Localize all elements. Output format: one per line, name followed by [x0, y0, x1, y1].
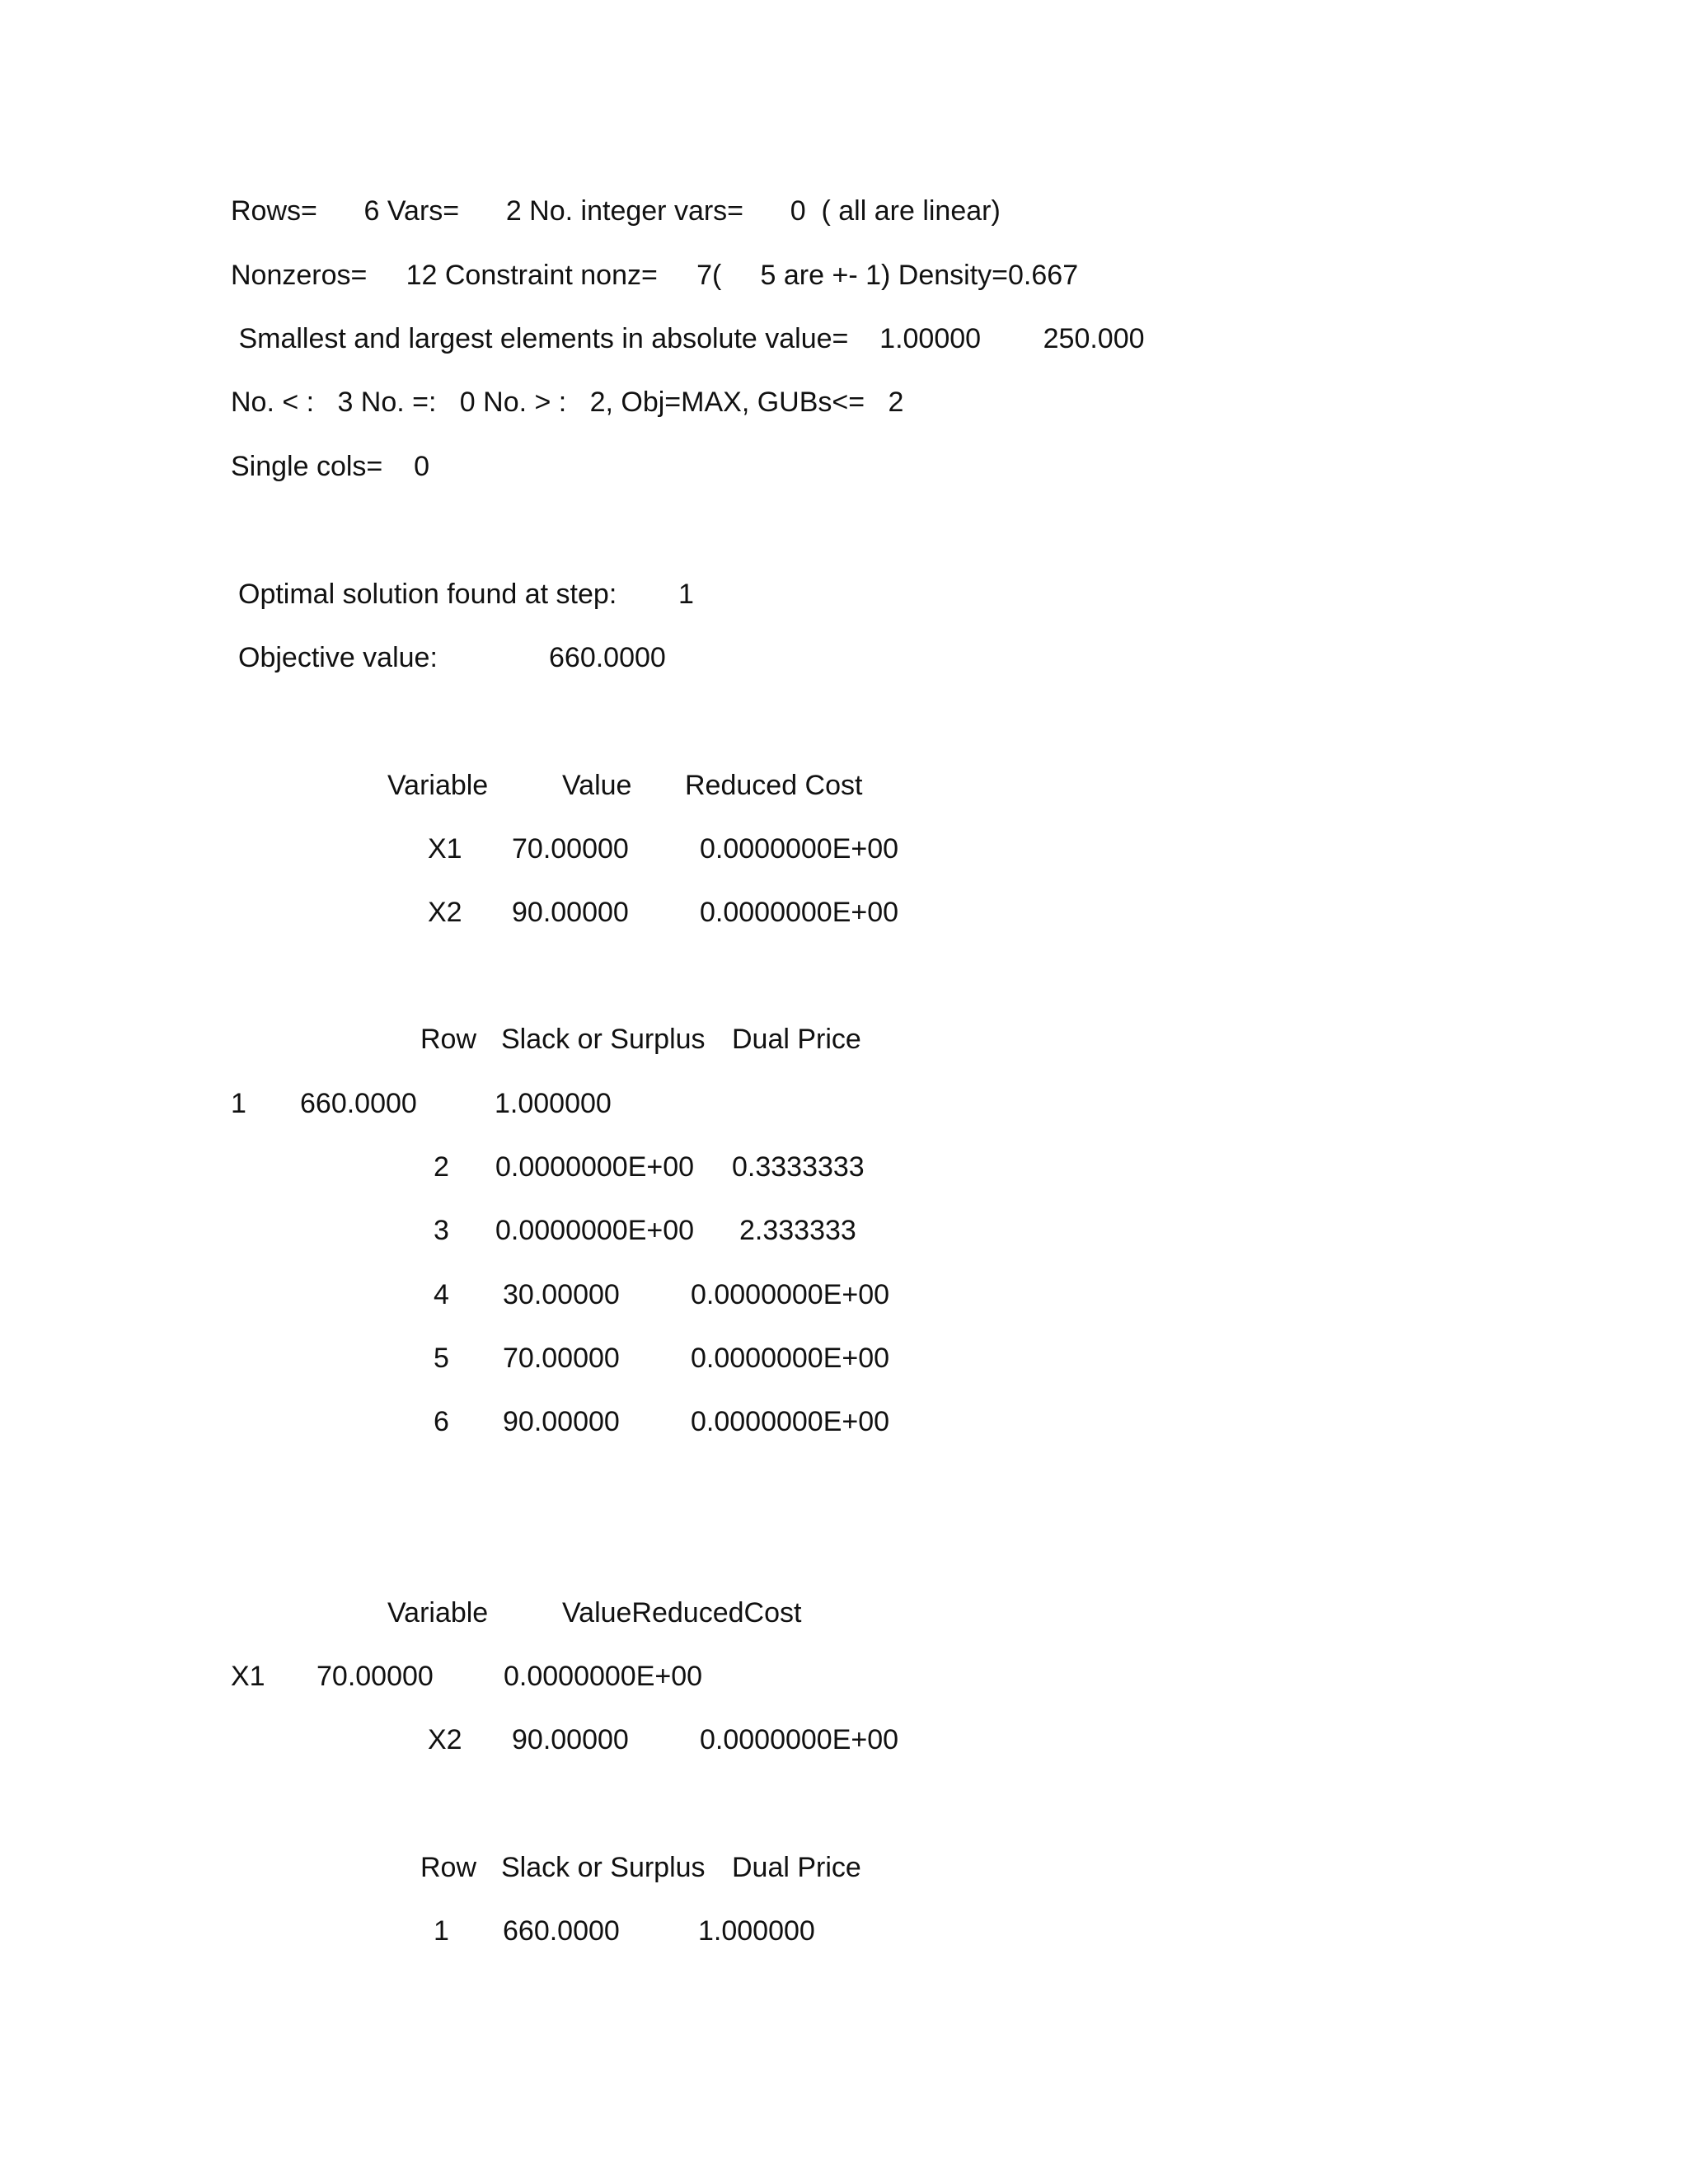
row-number: 5 — [434, 1343, 449, 1374]
row-slack: 90.00000 — [503, 1406, 620, 1437]
rows-header-slack: Slack or Surplus — [501, 1852, 706, 1883]
rows-header-slack: Slack or Surplus — [501, 1024, 706, 1055]
variables-header-reduced-cost: Reduced Cost — [685, 770, 863, 801]
variable-name: X1 — [428, 833, 462, 865]
summary-line-elements: Smallest and largest elements in absolute value= 1.00000 250.000 — [231, 323, 1145, 354]
rows-header-dual: Dual Price — [732, 1024, 861, 1055]
row-number: 6 — [434, 1406, 449, 1437]
row-slack: 0.0000000E+00 — [495, 1151, 695, 1183]
row-number: 3 — [434, 1215, 449, 1246]
variable-value: 70.00000 — [512, 833, 629, 865]
row-dual: 1.000000 — [698, 1915, 815, 1947]
row-dual: 0.0000000E+00 — [691, 1343, 890, 1374]
row-number: 2 — [434, 1151, 449, 1183]
row-slack: 660.0000 — [503, 1915, 620, 1947]
rows-header-dual: Dual Price — [732, 1852, 861, 1883]
row-slack: 70.00000 — [503, 1343, 620, 1374]
summary-line-counts: No. < : 3 No. =: 0 No. > : 2, Obj=MAX, GUBs<= 2 — [231, 387, 904, 418]
variables-header-value-reduced-cost: ValueReducedCost — [562, 1597, 802, 1629]
rows-header-row: Row — [420, 1852, 477, 1883]
variable-reduced-cost: 0.0000000E+00 — [700, 833, 899, 865]
summary-line-rows: Rows= 6 Vars= 2 No. integer vars= 0 ( all are linear) — [231, 195, 1001, 227]
variable-value: 70.00000 — [316, 1661, 434, 1692]
row-number: 1 — [434, 1915, 449, 1947]
row-slack: 0.0000000E+00 — [495, 1215, 695, 1246]
row-dual: 2.333333 — [739, 1215, 856, 1246]
variable-reduced-cost: 0.0000000E+00 — [700, 897, 899, 928]
summary-line-nonzeros: Nonzeros= 12 Constraint nonz= 7( 5 are +- 1) Density=0.667 — [231, 260, 1079, 291]
variable-name: X2 — [428, 897, 462, 928]
row-dual: 0.0000000E+00 — [691, 1279, 890, 1310]
row-dual: 0.0000000E+00 — [691, 1406, 890, 1437]
summary-line-single-cols: Single cols= 0 — [231, 451, 429, 482]
variable-value: 90.00000 — [512, 1724, 629, 1755]
variables-header-variable: Variable — [387, 770, 489, 801]
row-number: 4 — [434, 1279, 449, 1310]
variable-value: 90.00000 — [512, 897, 629, 928]
step-label: Optimal solution found at step: — [238, 579, 617, 610]
row-dual: 1.000000 — [495, 1088, 612, 1119]
objective-value: 660.0000 — [549, 642, 666, 673]
objective-label: Objective value: — [238, 642, 438, 673]
variables-header-value: Value — [562, 770, 632, 801]
row-slack: 30.00000 — [503, 1279, 620, 1310]
variable-reduced-cost: 0.0000000E+00 — [504, 1661, 703, 1692]
variables-header-variable: Variable — [387, 1597, 489, 1629]
rows-header-row: Row — [420, 1024, 477, 1055]
variable-name: X2 — [428, 1724, 462, 1755]
row-slack: 660.0000 — [300, 1088, 417, 1119]
step-value: 1 — [678, 579, 694, 610]
variable-name: X1 — [231, 1661, 265, 1692]
row-number: 1 — [231, 1088, 246, 1119]
row-dual: 0.3333333 — [732, 1151, 865, 1183]
variable-reduced-cost: 0.0000000E+00 — [700, 1724, 899, 1755]
